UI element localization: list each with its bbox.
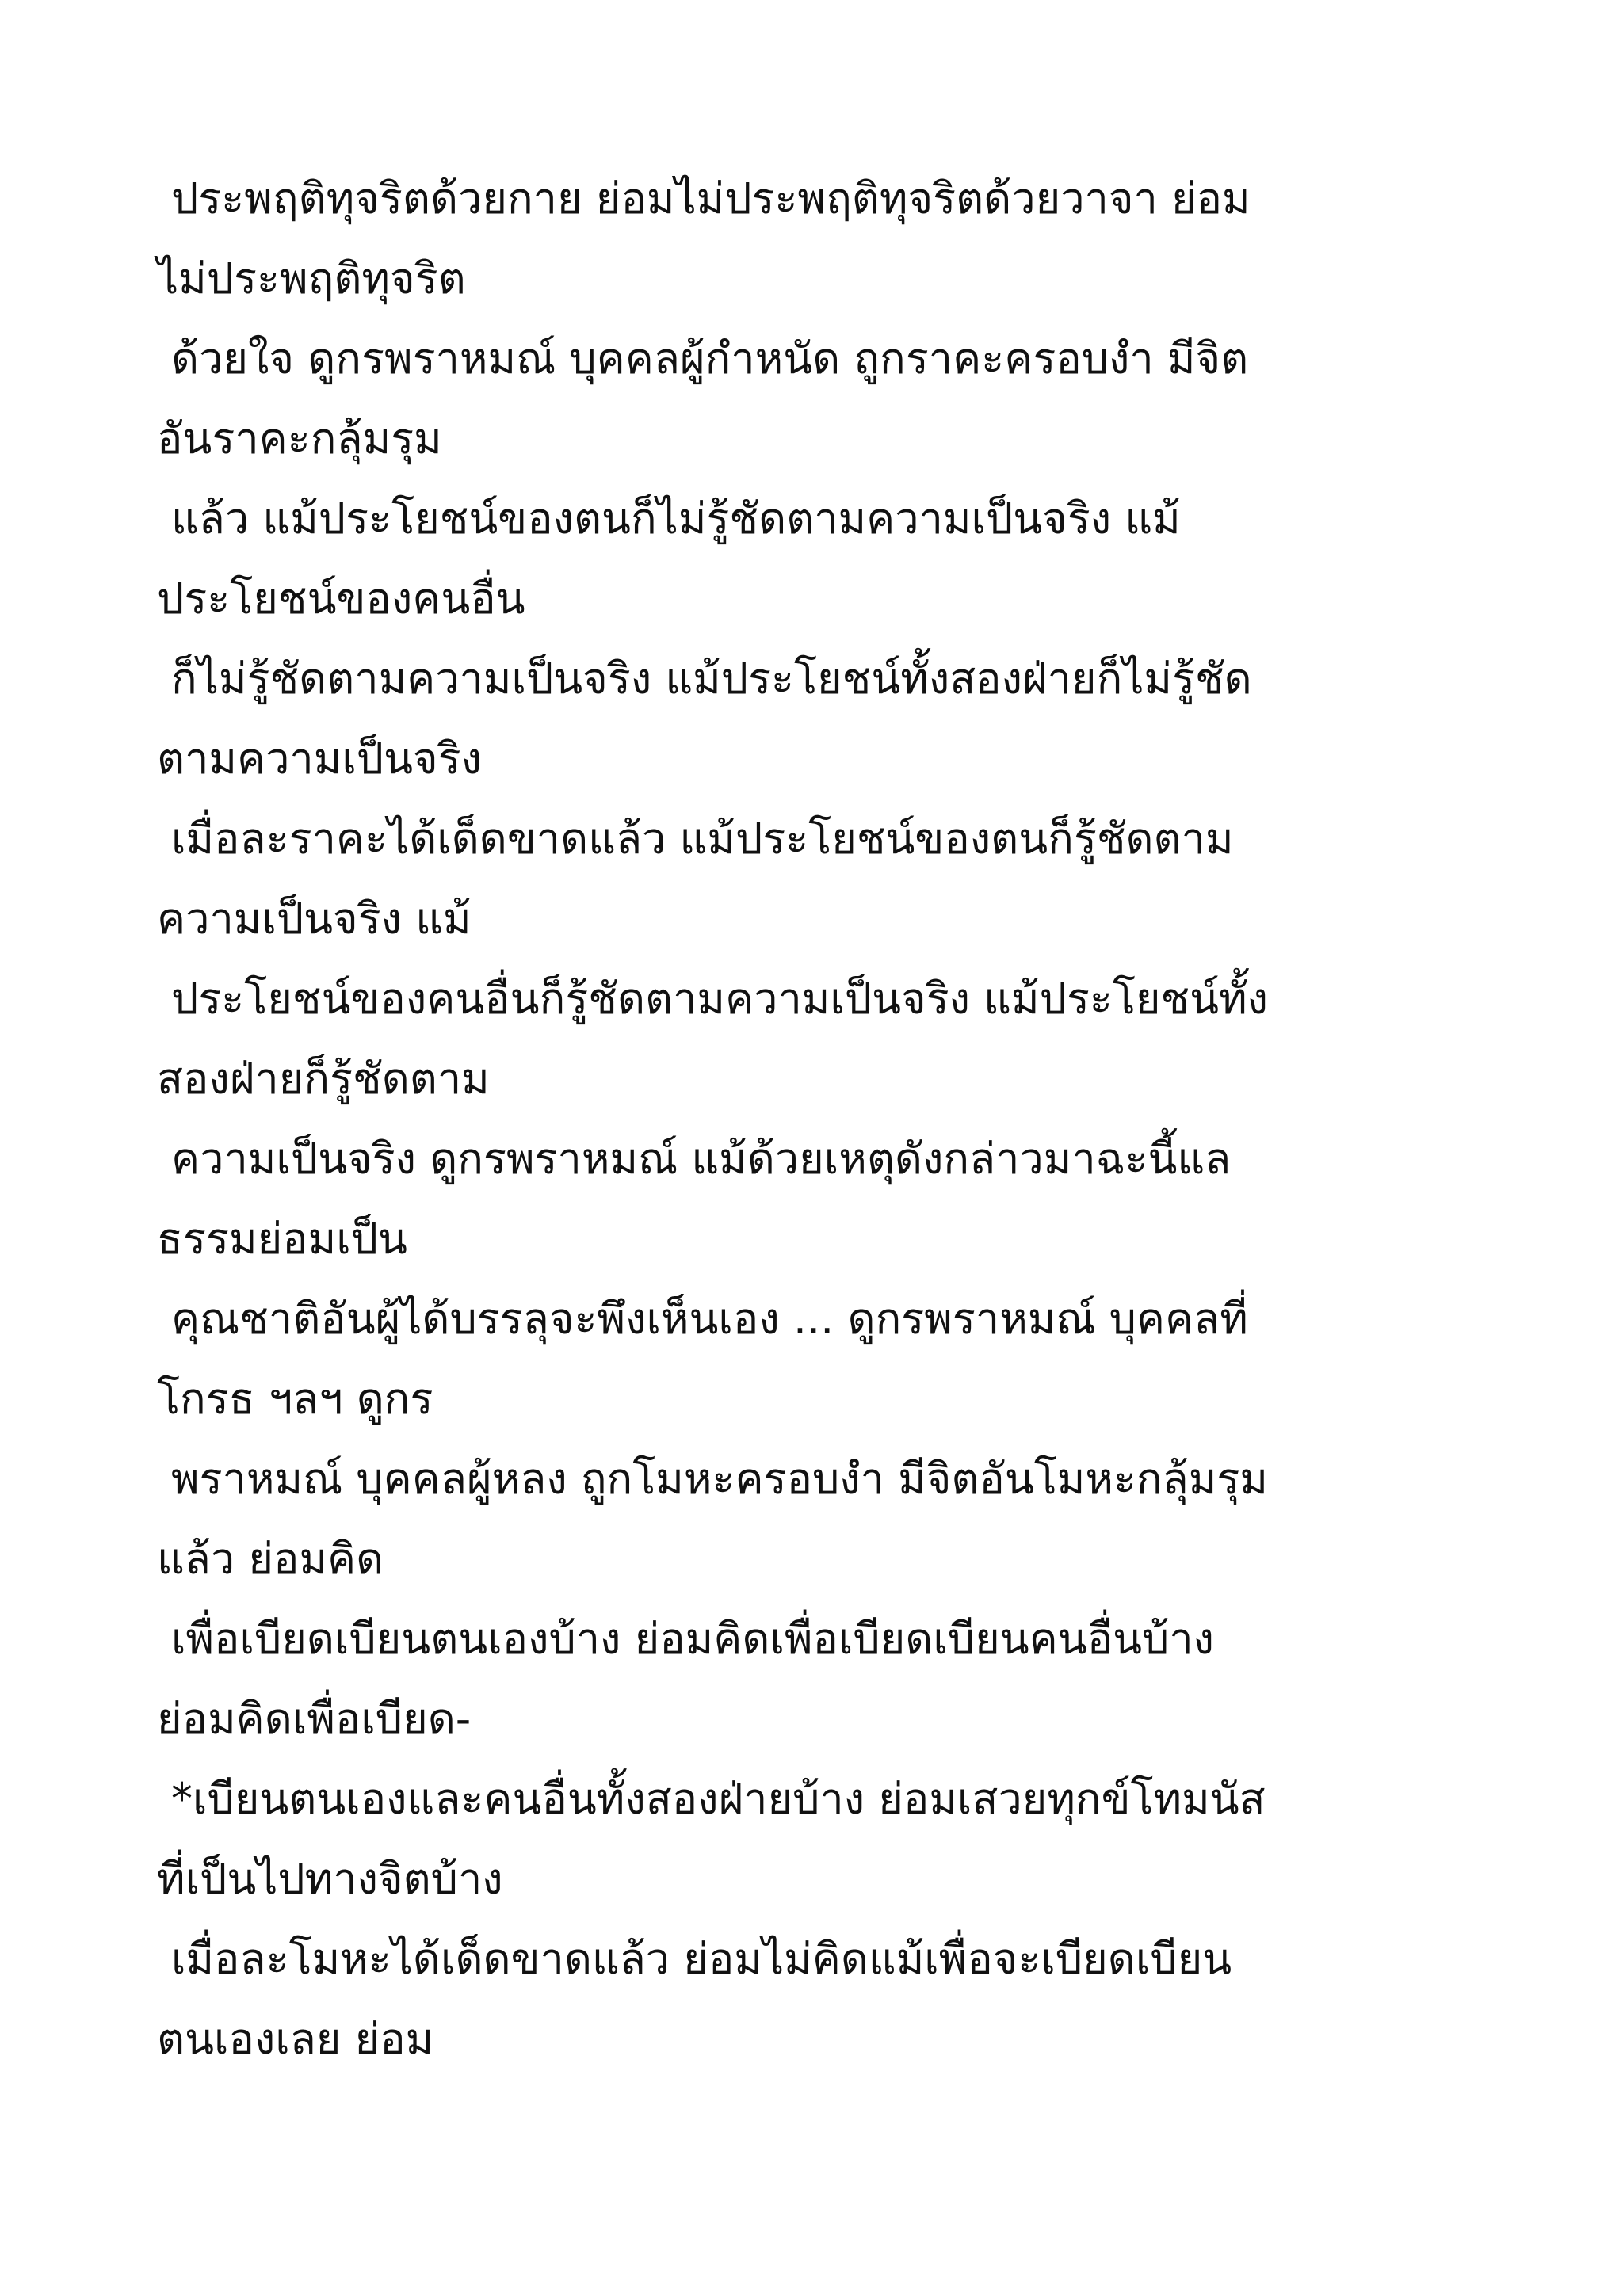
text-line: ไม่ประพฤติทุจริต [157,254,466,303]
text-line: ย่อมคิดเพื่อเบียด- [157,1694,472,1744]
text-line: ที่เป็นไปทางจิตบ้าง [157,1854,503,1904]
text-line: ก็ไม่รู้ชัดตามความเป็นจริง แม้ประโยชน์ทั้งสองฝ่ายก็ไม่รู้ชัด [171,654,1252,704]
text-line: คุณชาติอันผู้ได้บรรลุจะพึงเห็นเอง ... ดูกรพราหมณ์ บุคคลที่ [171,1294,1248,1344]
text-line: ประพฤติทุจริตด้วยกาย ย่อมไม่ประพฤติทุจริตด้วยวาจา ย่อม [171,174,1251,223]
text-line: ตามความเป็นจริง [157,734,483,784]
text-line: ประโยชน์ของคนอื่นก็รู้ชัดตามความเป็นจริง แม้ประโยชน์ทั้ง [171,974,1269,1024]
text-line: เมื่อละโมหะได้เด็ดขาดแล้ว ย่อมไม่คิดแม้เพื่อจะเบียดเบียน [171,1934,1232,1984]
text-line: ตนเองเลย ย่อม [157,2014,434,2064]
text-line: ด้วยใจ ดูกรพราหมณ์ บุคคลผู้กำหนัด ถูกราคะครอบงำ มีจิต [171,334,1249,383]
text-line: แล้ว ย่อมคิด [157,1534,384,1584]
text-line: ประโยชน์ของคนอื่น [157,574,525,624]
text-line: เมื่อละราคะได้เด็ดขาดแล้ว แม้ประโยชน์ของตนก็รู้ชัดตาม [171,814,1234,864]
text-line: *เบียนตนเองและคนอื่นทั้งสองฝ่ายบ้าง ย่อมเสวยทุกข์โทมนัส [171,1774,1266,1824]
text-line: อันราคะกลุ้มรุม [157,414,442,463]
text-line: แล้ว แม้ประโยชน์ของตนก็ไม่รู้ชัดตามความเป็นจริง แม้ [171,494,1181,543]
text-line: ความเป็นจริง แม้ [157,894,472,944]
text-line: เพื่อเบียดเบียนตนเองบ้าง ย่อมคิดเพื่อเบียดเบียนคนอื่นบ้าง [171,1614,1215,1664]
text-line: พราหมณ์ บุคคลผู้หลง ถูกโมหะครอบงำ มีจิตอันโมหะกลุ้มรุม [171,1454,1268,1504]
text-line: ธรรมย่อมเป็น [157,1214,407,1264]
text-line: โกรธ ฯลฯ ดูกร [157,1374,433,1424]
document-body [157,158,1472,2079]
text-line: สองฝ่ายก็รู้ชัดตาม [157,1054,490,1104]
text-line: ความเป็นจริง ดูกรพราหมณ์ แม้ด้วยเหตุดังกล่าวมาฉะนี้แล [171,1134,1232,1184]
